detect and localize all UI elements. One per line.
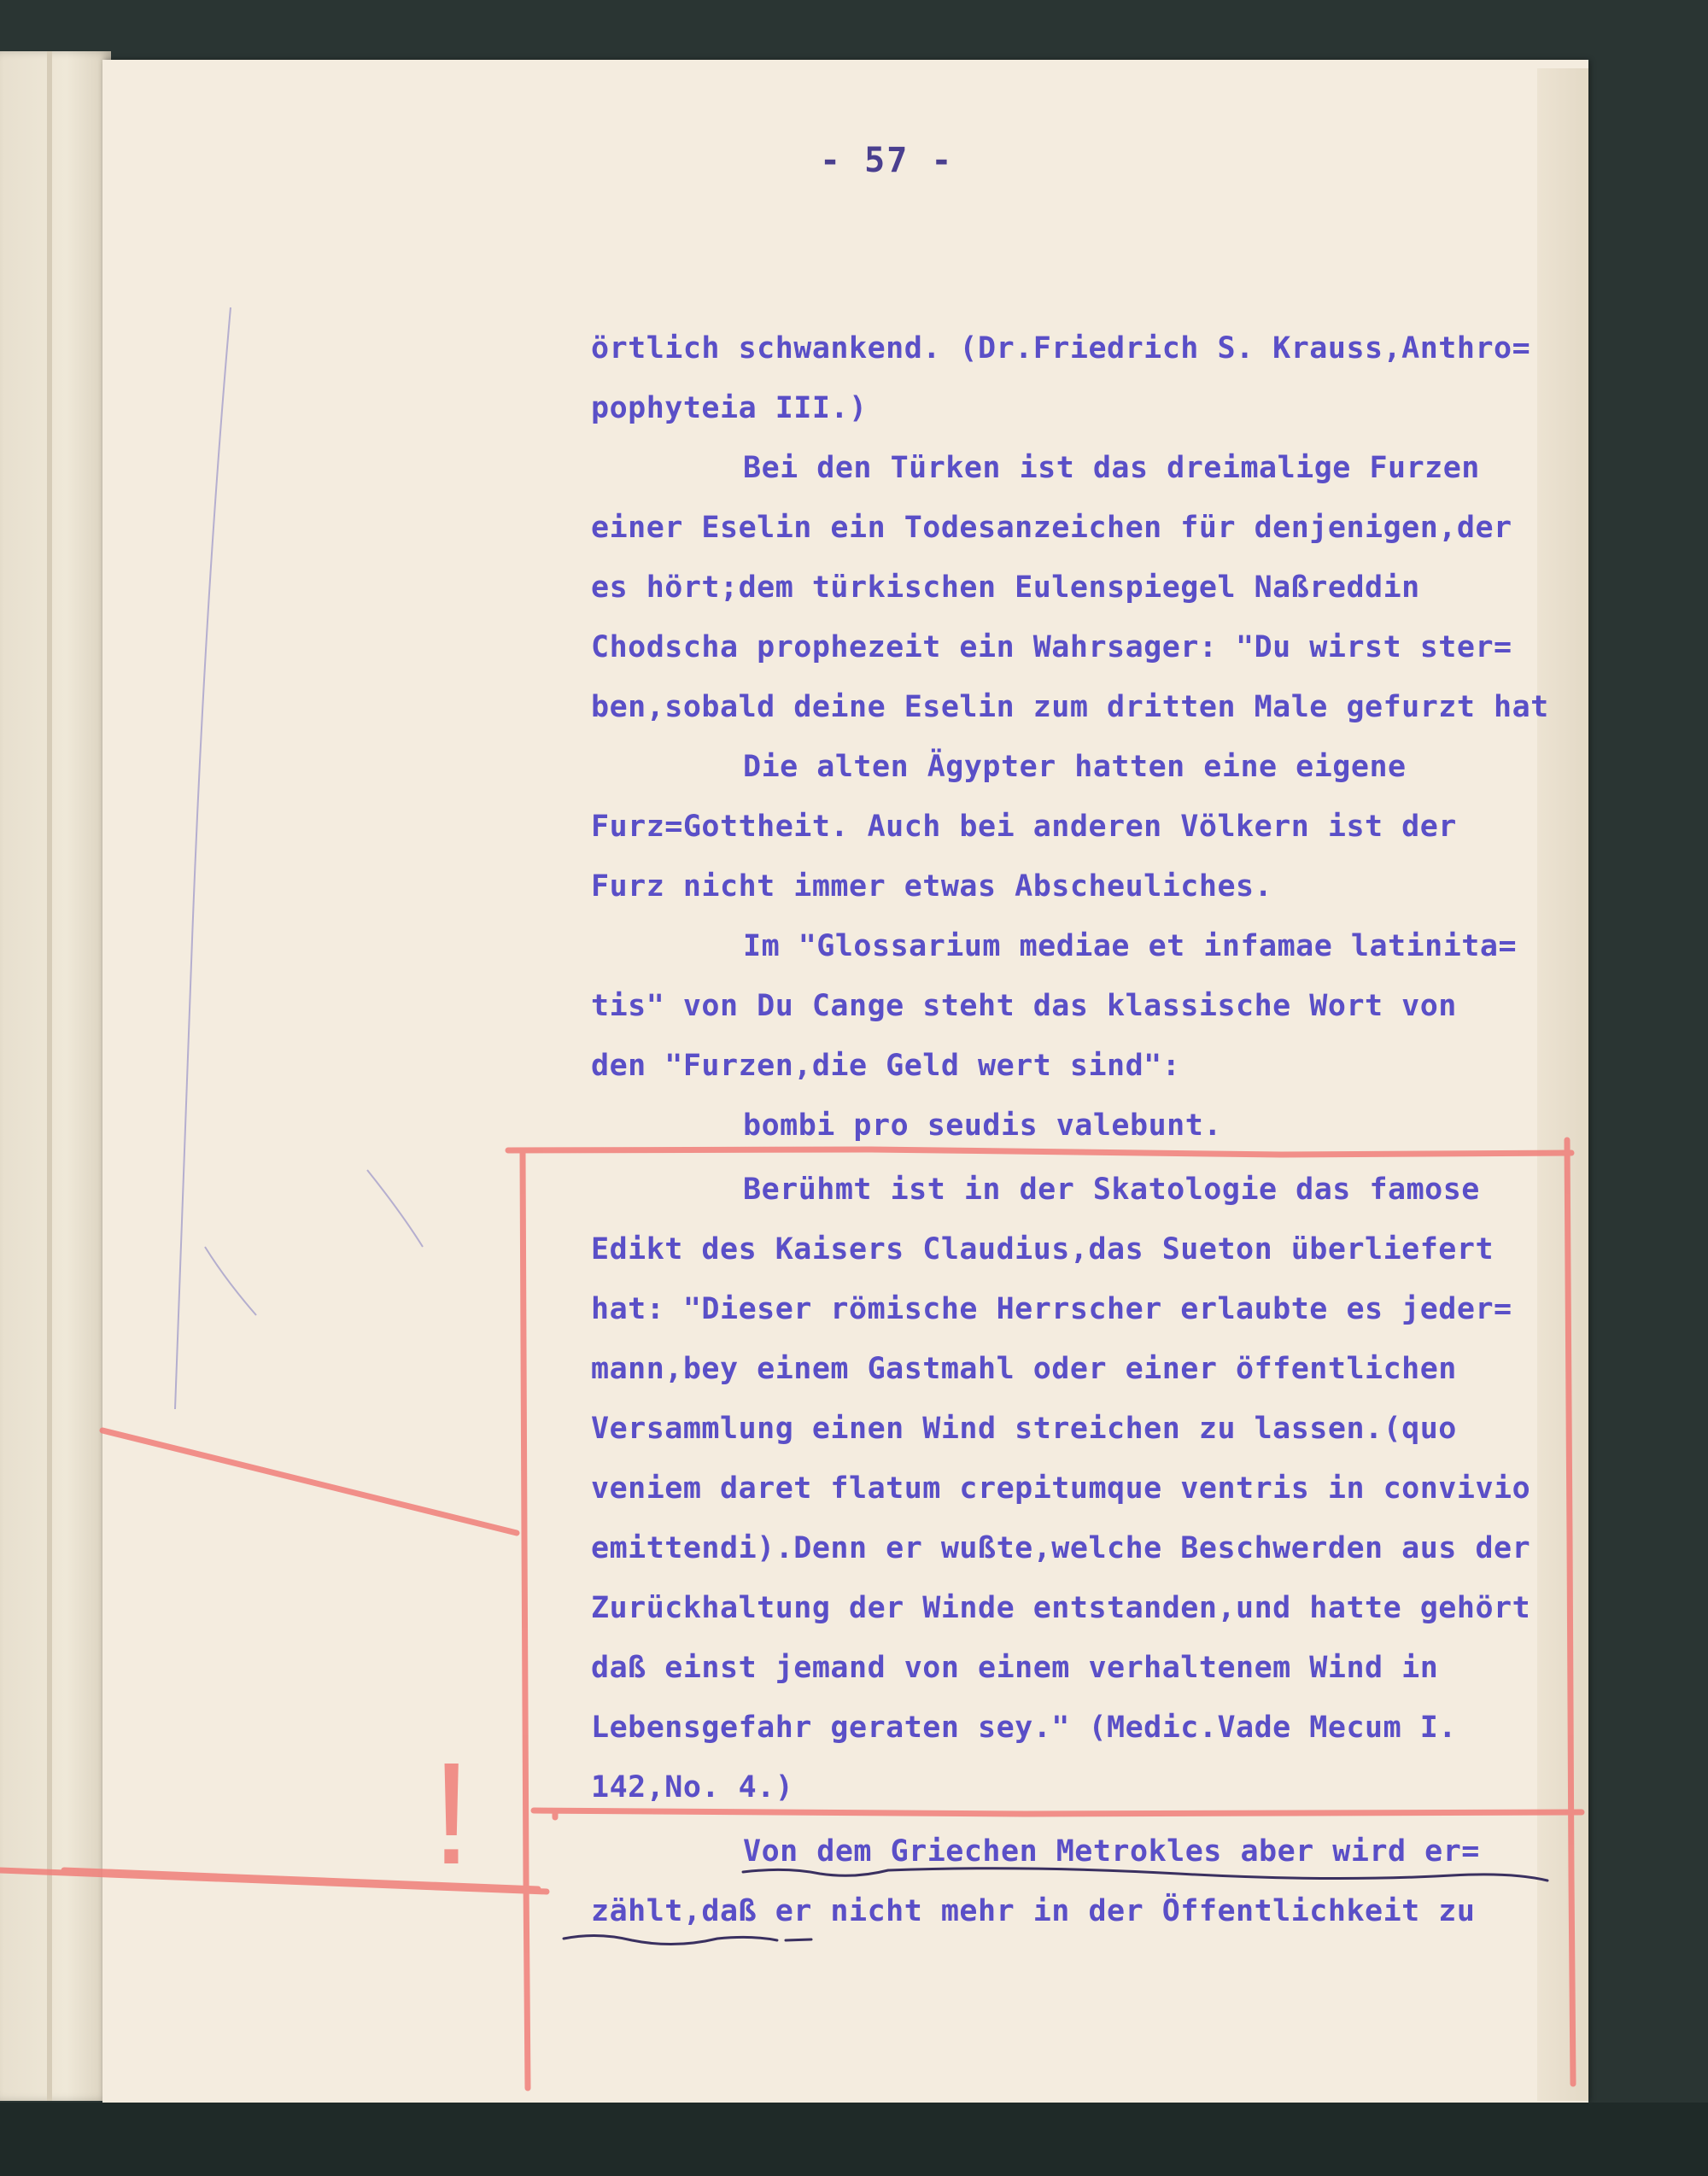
text-line: Bei den Türken ist das dreimalige Furzen	[743, 451, 1480, 485]
text-line: Furz nicht immer etwas Abscheuliches.	[591, 869, 1273, 904]
text-line: Furz=Gottheit. Auch bei anderen Völkern ist der	[591, 810, 1457, 844]
margin-exclamation-mark: !	[431, 1733, 472, 1895]
text-line: mann,bey einem Gastmahl oder einer öffentlichen	[591, 1352, 1457, 1386]
red-pencil-box	[0, 1140, 1582, 2088]
text-line: Zurückhaltung der Winde entstanden,und hatte gehört	[591, 1591, 1531, 1625]
text-line: bombi pro seudis valebunt.	[743, 1108, 1222, 1143]
text-line: Chodscha prophezeit ein Wahrsager: "Du wirst ster=	[591, 630, 1512, 664]
text-line: Lebensgefahr geraten sey." (Medic.Vade Mecum I.	[591, 1711, 1457, 1745]
text-line: einer Eselin ein Todesanzeichen für denjenigen,der	[591, 511, 1512, 545]
text-line: veniem daret flatum crepitumque ventris in convivio	[591, 1471, 1531, 1506]
text-line: Edikt des Kaisers Claudius,das Sueton überliefert	[591, 1232, 1494, 1266]
text-line: örtlich schwankend. (Dr.Friedrich S. Krauss,Anthro=	[591, 331, 1531, 366]
text-line: Im "Glossarium mediae et infamae latinita=	[743, 929, 1518, 963]
text-line: zählt,daß er nicht mehr in der Öffentlichkeit zu	[591, 1894, 1476, 1928]
text-line: emittendi).Denn er wußte,welche Beschwerden aus der	[591, 1531, 1531, 1565]
page-number: - 57 -	[820, 141, 954, 180]
faint-pencil-strokes	[175, 307, 423, 1409]
text-line: Die alten Ägypter hatten eine eigene	[743, 750, 1407, 784]
text-line: ben,sobald deine Eselin zum dritten Male gefurzt hat	[591, 690, 1549, 724]
text-line: tis" von Du Cange steht das klassische Wort von	[591, 989, 1457, 1023]
text-line: pophyteia III.)	[591, 391, 868, 425]
text-line: hat: "Dieser römische Herrscher erlaubte es jeder=	[591, 1292, 1512, 1326]
text-line: den "Furzen,die Geld wert sind":	[591, 1049, 1181, 1083]
text-line: Versammlung einen Wind streichen zu lassen.(quo	[591, 1412, 1457, 1446]
text-line: daß einst jemand von einem verhaltenem Wind in	[591, 1651, 1439, 1685]
text-line: 142,No. 4.)	[591, 1770, 794, 1805]
text-line: Berühmt ist in der Skatologie das famose	[743, 1173, 1480, 1207]
text-line: Von dem Griechen Metrokles aber wird er=	[743, 1834, 1480, 1869]
text-line: es hört;dem türkischen Eulenspiegel Naßreddin	[591, 570, 1420, 605]
ink-underlines	[564, 1869, 1547, 1945]
